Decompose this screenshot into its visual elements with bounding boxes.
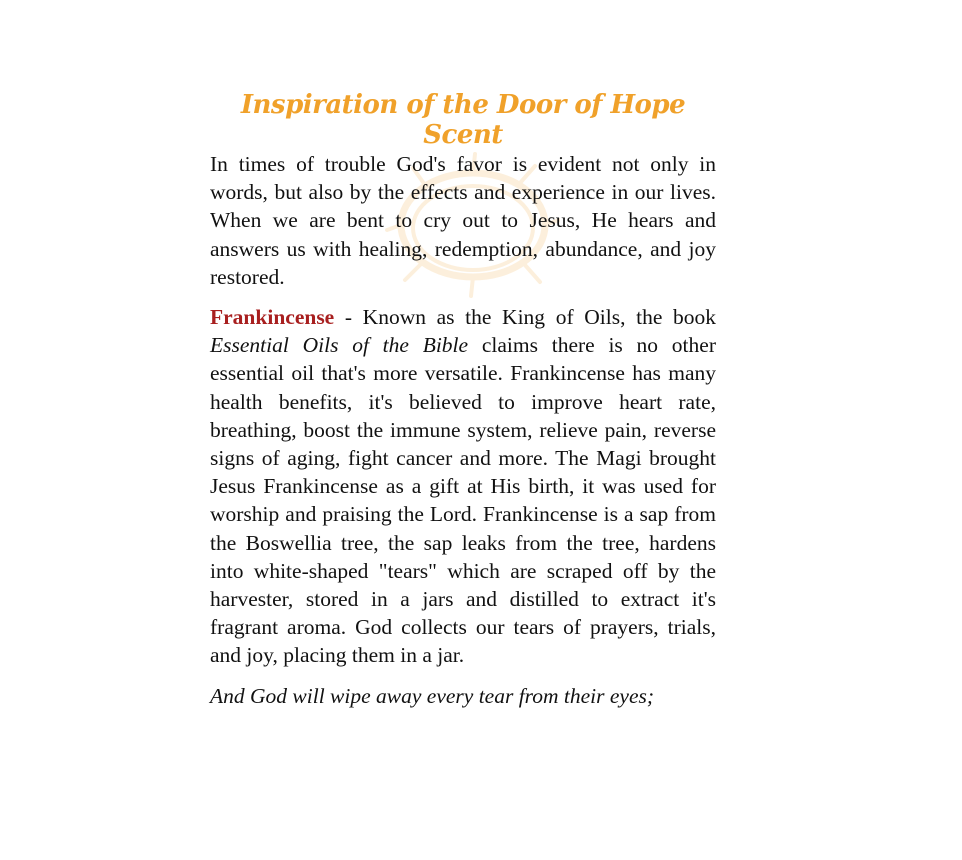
body-text	[210, 150, 716, 710]
scripture-verse: And God will wipe away every tear from their eyes;	[210, 683, 655, 708]
page-title: Inspiration of the Door of Hope Scent	[240, 90, 686, 150]
intro-paragraph: In times of trouble God's favor is evident not only in words, but also by the effects and experience in our lives. When we are bent to cry out to Jesus, He hears and answers us with healing, redemption, abundance, and joy restored.	[210, 152, 716, 289]
frankincense-lead-text: - Known as the King of Oils, the book	[334, 305, 716, 330]
frankincense-body-text: claims there is no other essential oil that's more versatile. Frankincense has many health benefits, it's believed to improve heart rate, breathing, boost the immune system, relieve pain, reverse signs of aging, fight cancer and more. The Magi brought Jesus Frankincense as a gift at His birth, it was used for worship and praising the Lord. Frankincense is a sap from the Boswellia tree, the sap leaks from the tree, hardens into white-shaped "tears" which are scraped off by the harvester, stored in a jars and distilled to extract it's fragrant aroma. God collects our tears of prayers, trials, and joy, placing them in a jar.	[210, 333, 716, 668]
book-title: Essential Oils of the Bible	[210, 333, 469, 358]
frankincense-paragraph	[210, 303, 716, 670]
frankincense-term: Frankincense	[210, 305, 335, 330]
